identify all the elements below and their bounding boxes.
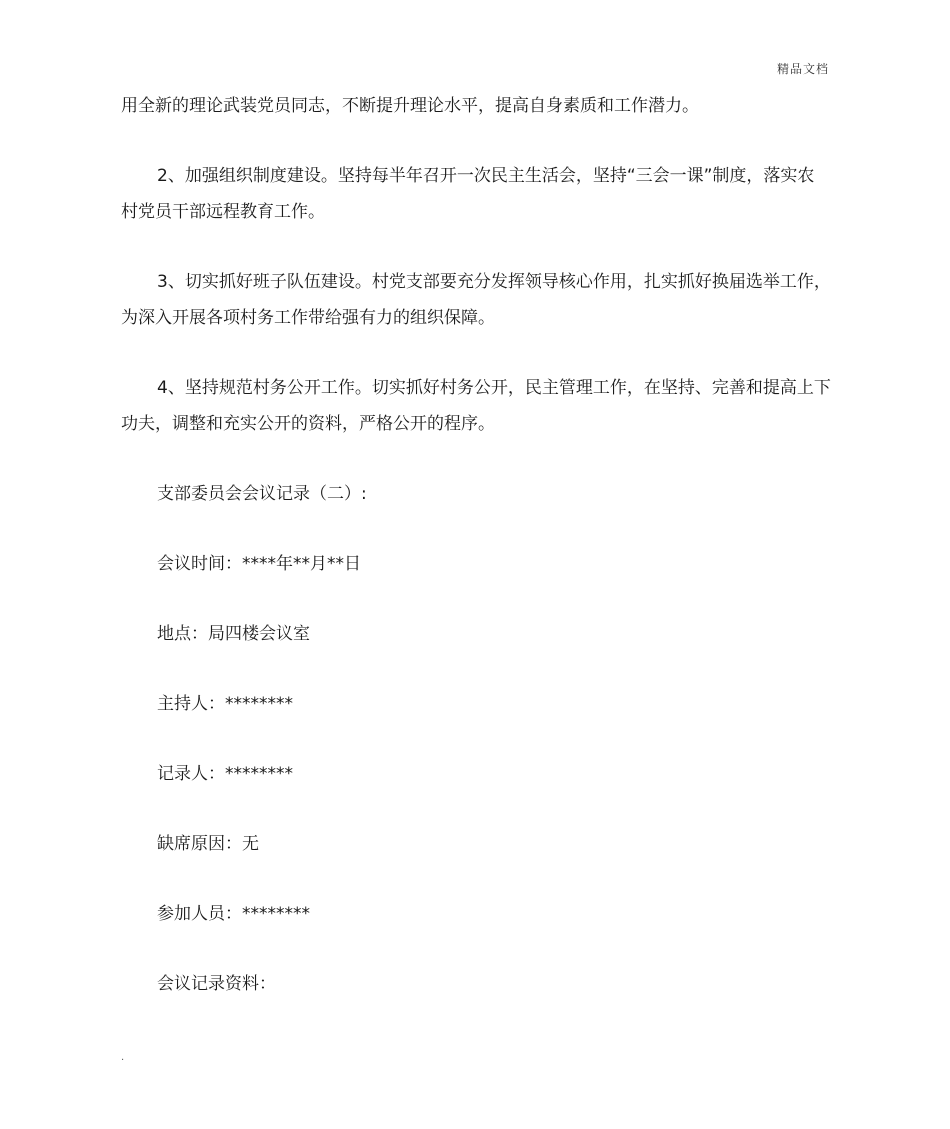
meeting-location: 地点：局四楼会议室	[157, 624, 310, 644]
paragraph-item-4: 4、坚持规范村务公开工作。切实抓好村务公开，民主管理工作，在坚持、完善和提高上下功夫，调整和充实公开的资料，严格公开的程序。	[121, 378, 831, 434]
document-body	[121, 88, 831, 1036]
paragraph-continuation: 用全新的理论武装党员同志，不断提升理论水平，提高自身素质和工作潜力。	[121, 96, 699, 116]
meeting-minutes-label: 会议记录资料：	[157, 974, 276, 994]
meeting-title: 支部委员会会议记录（二）:	[157, 484, 367, 504]
header-watermark-text: 精品文档	[776, 62, 829, 76]
meeting-attendees: 参加人员：********	[157, 904, 310, 924]
meeting-recorder: 记录人：********	[157, 764, 293, 784]
meeting-absence: 缺席原因：无	[157, 834, 259, 854]
paragraph-item-3: 3、切实抓好班子队伍建设。村党支部要充分发挥领导核心作用，扎实抓好换届选举工作，为深入开展各项村务工作带给强有力的组织保障。	[121, 272, 831, 328]
meeting-host: 主持人：********	[157, 694, 293, 714]
footer-dot: .	[121, 1052, 125, 1063]
paragraph-item-2: 2、加强组织制度建设。坚持每半年召开一次民主生活会，坚持“三会一课”制度，落实农村党员干部远程教育工作。	[121, 166, 815, 222]
meeting-time: 会议时间：****年**月**日	[157, 554, 361, 574]
